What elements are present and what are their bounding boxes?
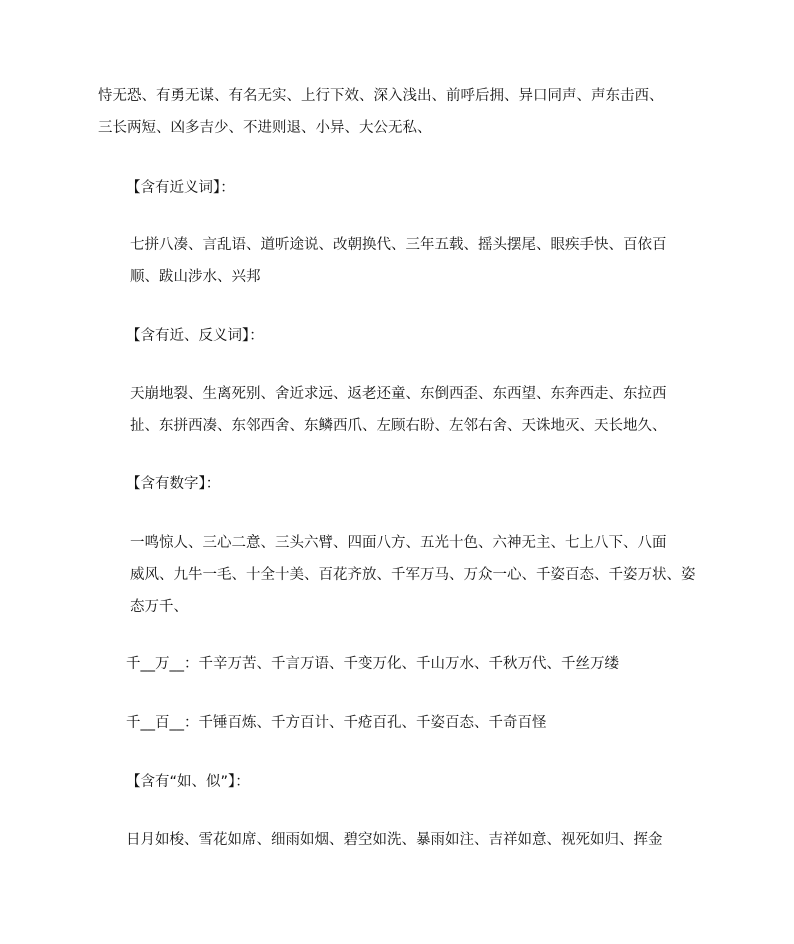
idiom-pattern-qian-wan: 千__万__：千辛万苦、千言万语、千变万化、千山万水、千秋万代、千丝万缕 (126, 656, 619, 672)
paragraph-line: 三长两短、凶多吉少、不进则退、小异、大公无私、 (98, 120, 432, 136)
idiom-paragraph-numbers (98, 527, 698, 623)
paragraph-line: 恃无恐、有勇无谋、有名无实、上行下效、深入浅出、前呼后拥、异口同声、声东击西、 (98, 88, 664, 104)
section-heading-ru-si: 【含有“如、似”】： (126, 774, 250, 790)
paragraph-line: 威风、九牛一毛、十全十美、百花齐放、千军万马、万众一心、千姿百态、千姿万状、姿 (130, 567, 696, 583)
section-heading-synonyms: 【含有近义词】： (126, 180, 235, 196)
paragraph-line: 七拼八凑、言乱语、道听途说、改朝换代、三年五载、摇头摆尾、眼疾手快、百依百 (130, 237, 667, 253)
paragraph-line: 态万千、 (130, 599, 188, 615)
idiom-paragraph-synonyms (98, 229, 698, 293)
idiom-paragraph-1 (98, 80, 698, 144)
paragraph-line: 扯、东拼西凑、东邻西舍、东鳞西爪、左顾右盼、左邻右舍、天诛地灭、天长地久、 (130, 418, 667, 434)
paragraph-line: 一鸣惊人、三心二意、三头六臂、四面八方、五光十色、六神无主、七上八下、八面 (130, 535, 667, 551)
section-heading-numbers: 【含有数字】： (126, 476, 221, 492)
idiom-paragraph-synonyms-antonyms (98, 378, 698, 442)
idiom-paragraph-ru-si: 日月如梭、雪花如席、细雨如烟、碧空如洗、暴雨如注、吉祥如意、视死如归、挥金 (126, 832, 663, 848)
paragraph-line: 顺、跋山涉水、兴邦 (130, 269, 261, 285)
idiom-pattern-qian-bai: 千__百__：千锤百炼、千方百计、千疮百孔、千姿百态、千奇百怪 (126, 715, 547, 731)
section-heading-synonyms-antonyms: 【含有近、反义词】： (126, 328, 264, 344)
paragraph-line: 天崩地裂、生离死别、舍近求远、返老还童、东倒西歪、东西望、东奔西走、东拉西 (130, 386, 667, 402)
